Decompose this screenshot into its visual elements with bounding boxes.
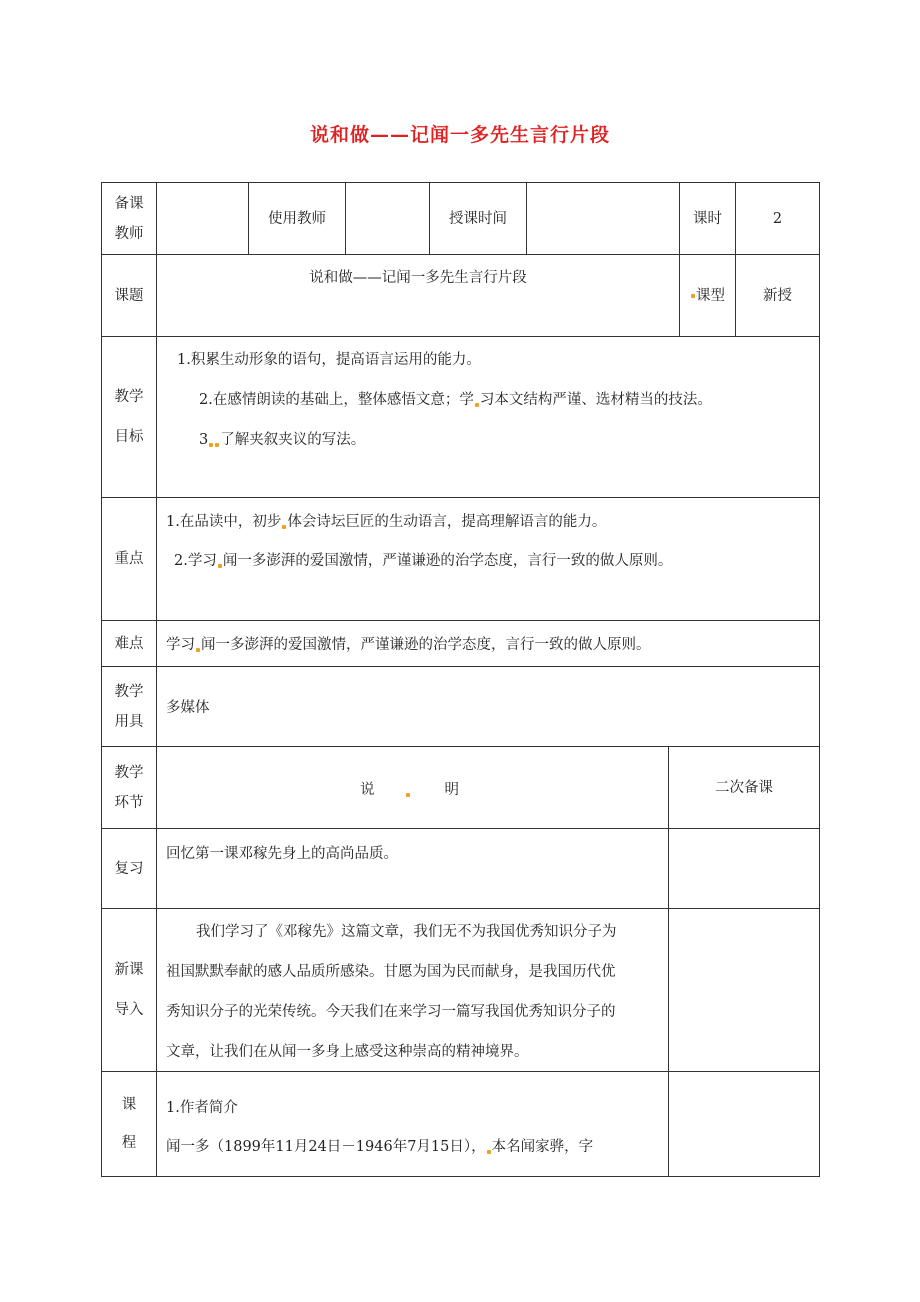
using-teacher-value[interactable] — [346, 183, 429, 254]
course-heading: 1.作者简介 — [166, 1100, 238, 1116]
intro-line-1: 我们学习了《邓稼先》这篇文章，我们无不为我国优秀知识分子为 — [196, 924, 617, 940]
key-point-1 — [166, 510, 606, 531]
steps-label-line2: 环节 — [114, 794, 144, 811]
periods-value: 2 — [772, 210, 783, 227]
review-text: 回忆第一课邓稼先身上的高尚品质。 — [166, 846, 398, 862]
goal-item-3-text: 了解夹叙夹议的写法。 — [220, 432, 366, 448]
goals-label-line2: 目标 — [114, 429, 144, 445]
goal-item-2-part1: 2.在感情朗读的基础上，整体感悟文意；学 — [199, 392, 474, 408]
intro-label-line2: 导入 — [114, 1002, 144, 1018]
course-label-line1: 课 — [121, 1097, 137, 1113]
class-time-label: 授课时间 — [449, 210, 507, 227]
topic-label: 课题 — [114, 287, 144, 304]
marker-dot — [282, 525, 286, 529]
periods-label: 课时 — [693, 210, 722, 227]
document-title: 说和做——记闻一多先生言行片段 — [309, 124, 610, 146]
tools-label-line2: 用具 — [114, 713, 144, 730]
using-teacher-label: 使用教师 — [268, 210, 326, 227]
marker-dot — [218, 564, 222, 568]
goals-label-line1: 教学 — [114, 389, 144, 405]
course-line-1 — [166, 1135, 593, 1156]
tools-label-line1: 教学 — [114, 683, 144, 700]
prep-teacher-value[interactable] — [157, 183, 248, 254]
prep-teacher-label-line2: 教师 — [114, 225, 144, 242]
key-point-2-part2: 闻一多澎湃的爱国激情，严谨谦逊的治学态度，言行一致的做人原则。 — [222, 553, 673, 569]
explain-header — [360, 778, 459, 799]
class-time-value[interactable] — [527, 183, 679, 254]
intro-line-4: 文章，让我们在从闻一多身上感受这种崇高的精神境界。 — [166, 1044, 529, 1060]
second-prep-header: 二次备课 — [715, 779, 773, 796]
goal-item-3-number: 3 — [199, 432, 209, 448]
lesson-type-value: 新授 — [763, 287, 792, 304]
goal-item-1: 1.积累生动形象的语句，提高语言运用的能力。 — [177, 352, 481, 368]
difficulty-label: 难点 — [114, 635, 144, 652]
goal-item-2-part2: 习本文结构严谨、选材精当的技法。 — [479, 392, 712, 408]
topic-value: 说和做——记闻一多先生言行片段 — [309, 270, 527, 286]
key-point-2-part1: 2.学习 — [174, 553, 217, 569]
course-line-1-part2: 本名闻家骅，字 — [491, 1139, 594, 1155]
course-line-1-part1: 闻一多（1899年11月24日－1946年7月15日）， — [166, 1139, 486, 1155]
key-point-1-part1: 1.在品读中，初步 — [166, 514, 282, 530]
goal-item-2 — [199, 388, 712, 409]
marker-dot — [215, 443, 219, 447]
marker-dot — [196, 648, 200, 652]
tools-label — [102, 667, 156, 746]
key-points-label: 重点 — [114, 551, 144, 567]
course-second-prep[interactable] — [669, 1072, 819, 1176]
intro-second-prep[interactable] — [669, 909, 819, 1071]
explain-header-part2: 明 — [444, 782, 459, 798]
intro-label — [102, 909, 156, 1071]
prep-teacher-label-line1: 备课 — [114, 195, 144, 212]
lesson-type-label-text: 课型 — [696, 287, 725, 304]
intro-line-3: 秀知识分子的光荣传统。今天我们在来学习一篇写我国优秀知识分子的 — [166, 1004, 616, 1020]
review-second-prep[interactable] — [669, 829, 819, 908]
marker-dot — [475, 403, 479, 407]
intro-label-line1: 新课 — [114, 962, 144, 978]
course-label-line2: 程 — [121, 1135, 137, 1151]
goals-label — [102, 337, 156, 497]
marker-dot — [209, 443, 213, 447]
tools-value: 多媒体 — [166, 700, 210, 716]
steps-label-line1: 教学 — [114, 764, 144, 781]
marker-dot — [406, 793, 410, 797]
course-label — [102, 1072, 156, 1176]
lesson-type-label — [680, 255, 735, 336]
steps-label — [102, 747, 156, 828]
key-point-2 — [174, 549, 672, 570]
marker-dot — [691, 294, 695, 298]
marker-dot — [487, 1150, 491, 1154]
prep-teacher-label — [102, 183, 156, 254]
difficulty-text — [166, 633, 651, 654]
key-point-1-part2: 体会诗坛巨匠的生动语言，提高理解语言的能力。 — [287, 514, 607, 530]
review-label: 复习 — [114, 860, 144, 877]
difficulty-text-part2: 闻一多澎湃的爱国激情，严谨谦逊的治学态度，言行一致的做人原则。 — [201, 637, 651, 653]
intro-line-2: 祖国默默奉献的感人品质所感染。甘愿为国为民而献身，是我国历代优 — [166, 964, 616, 980]
goal-item-3 — [199, 428, 365, 449]
explain-header-part1: 说 — [360, 782, 375, 798]
difficulty-text-part1: 学习 — [166, 637, 195, 653]
